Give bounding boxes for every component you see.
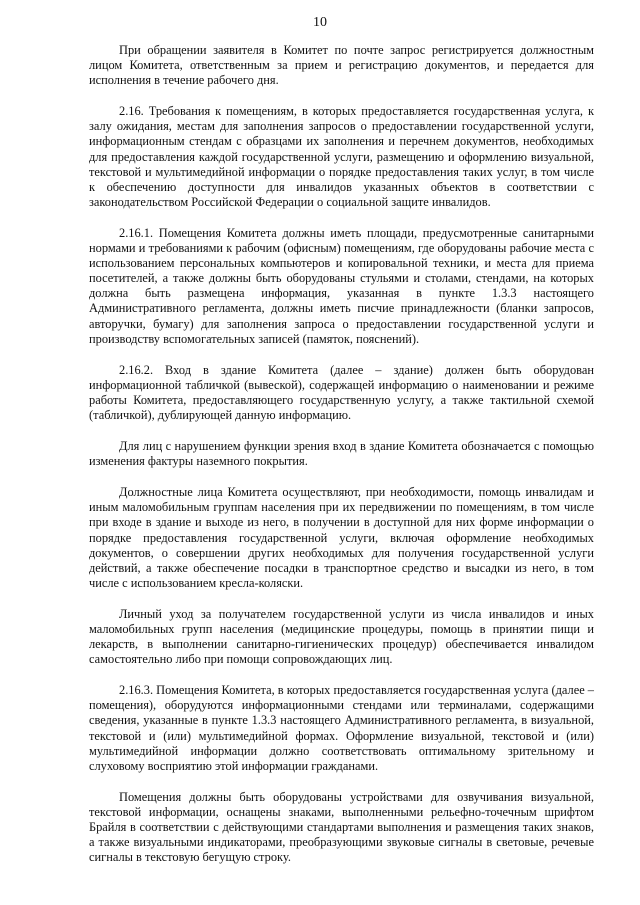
paragraph-personal-care: Личный уход за получателем государственной услуги из числа инвалидов и иных маломобильных групп населения (медицинские процедуры, помощь в принятии пищи и лекарств, в выполнении санитарно-гигиенических процедур) обеспечивается инвалидом самостоятельно либо при помощи сопровождающих лиц. [89, 606, 594, 667]
paragraph-vision-impaired: Для лиц с нарушением функции зрения вход в здание Комитета обозначается с помощью изменения фактуры наземного покрытия. [89, 439, 594, 469]
paragraph-equipment: Помещения должны быть оборудованы устройствами для озвучивания визуальной, текстовой информации, оснащены знаками, выполненными рельефно-точечным шрифтом Брайля в соответствии с действующими стандартами выполнения и размещения таких знаков, а также визуальными индикаторами, преобразующими звуковые сигналы в световые, речевые сигналы в текстовую бегущую строку. [89, 789, 594, 865]
document-body [89, 43, 594, 881]
paragraph-2-16-3-info-stands: 2.16.3. Помещения Комитета, в которых предоставляется государственная услуга (далее – помещения), оборудуются информационными стендами или терминалами, содержащими сведения, указанные в пункте 1.3.3 настоящего Административного регламента, в визуальной, текстовой и (или) мультимедийной формах. Оформление визуальной, текстовой и (или) мультимедийной информации должно соответствовать оптимальному зрительному и слуховому восприятию этой информации гражданами. [89, 683, 594, 773]
paragraph-2-16-2-entrance: 2.16.2. Вход в здание Комитета (далее – здание) должен быть оборудован информационной табличкой (вывеской), содержащей информацию о наименовании и режиме работы Комитета, предоставляющего государственную услугу, а также тактильной схемой (табличкой), дублирующей данную информацию. [89, 362, 594, 422]
paragraph-mail-registration: При обращении заявителя в Комитет по почте запрос регистрируется должностным лицом Комитета, ответственным за прием и регистрацию документов, и передается для исполнения в течение рабочего дня. [89, 43, 594, 88]
paragraph-2-16-1-premises: 2.16.1. Помещения Комитета должны иметь площади, предусмотренные санитарными нормами и требованиями к рабочим (офисным) помещениям, где оборудованы рабочие места с использованием персональных компьютеров и копировальной техники, и места для приема посетителей, а также должны быть оборудованы стульями и столами, стендами, на которых должна быть размещена информация, указанная в пункте 1.3.3 настоящего Административного регламента, должны иметь писчие принадлежности (бланки запросов, авторучки, бумагу) для заполнения запроса о предоставлении государственной услуги и производству вспомогательных записей (памяток, пояснений). [89, 225, 594, 346]
paragraph-officials-assistance: Должностные лица Комитета осуществляют, при необходимости, помощь инвалидам и иным маломобильным группам населения при их передвижении по помещениям, в том числе при входе в здание и выходе из него, в получении в доступной для них форме информации о порядке предоставления государственной услуги, включая оформление необходимых документов, о совершении других необходимых для получения государственной услуги действий, а также обеспечение посадки в транспортное средство и высадки из него, в том числе с использованием кресла-коляски. [89, 485, 594, 590]
paragraph-2-16-requirements: 2.16. Требования к помещениям, в которых предоставляется государственная услуга, к залу ожидания, местам для заполнения запросов о предоставлении государственной услуги, информационным стендам с образцами их заполнения и перечнем документов, необходимых для предоставления каждой государственной услуги, размещению и оформлению визуальной, текстовой и мультимедийной информации о порядке предоставления таких услуг, в том числе к обеспечению доступности для инвалидов указанных объектов в соответствии с законодательством Российской Федерации о социальной защите инвалидов. [89, 104, 594, 209]
page-number: 10 [313, 15, 327, 30]
